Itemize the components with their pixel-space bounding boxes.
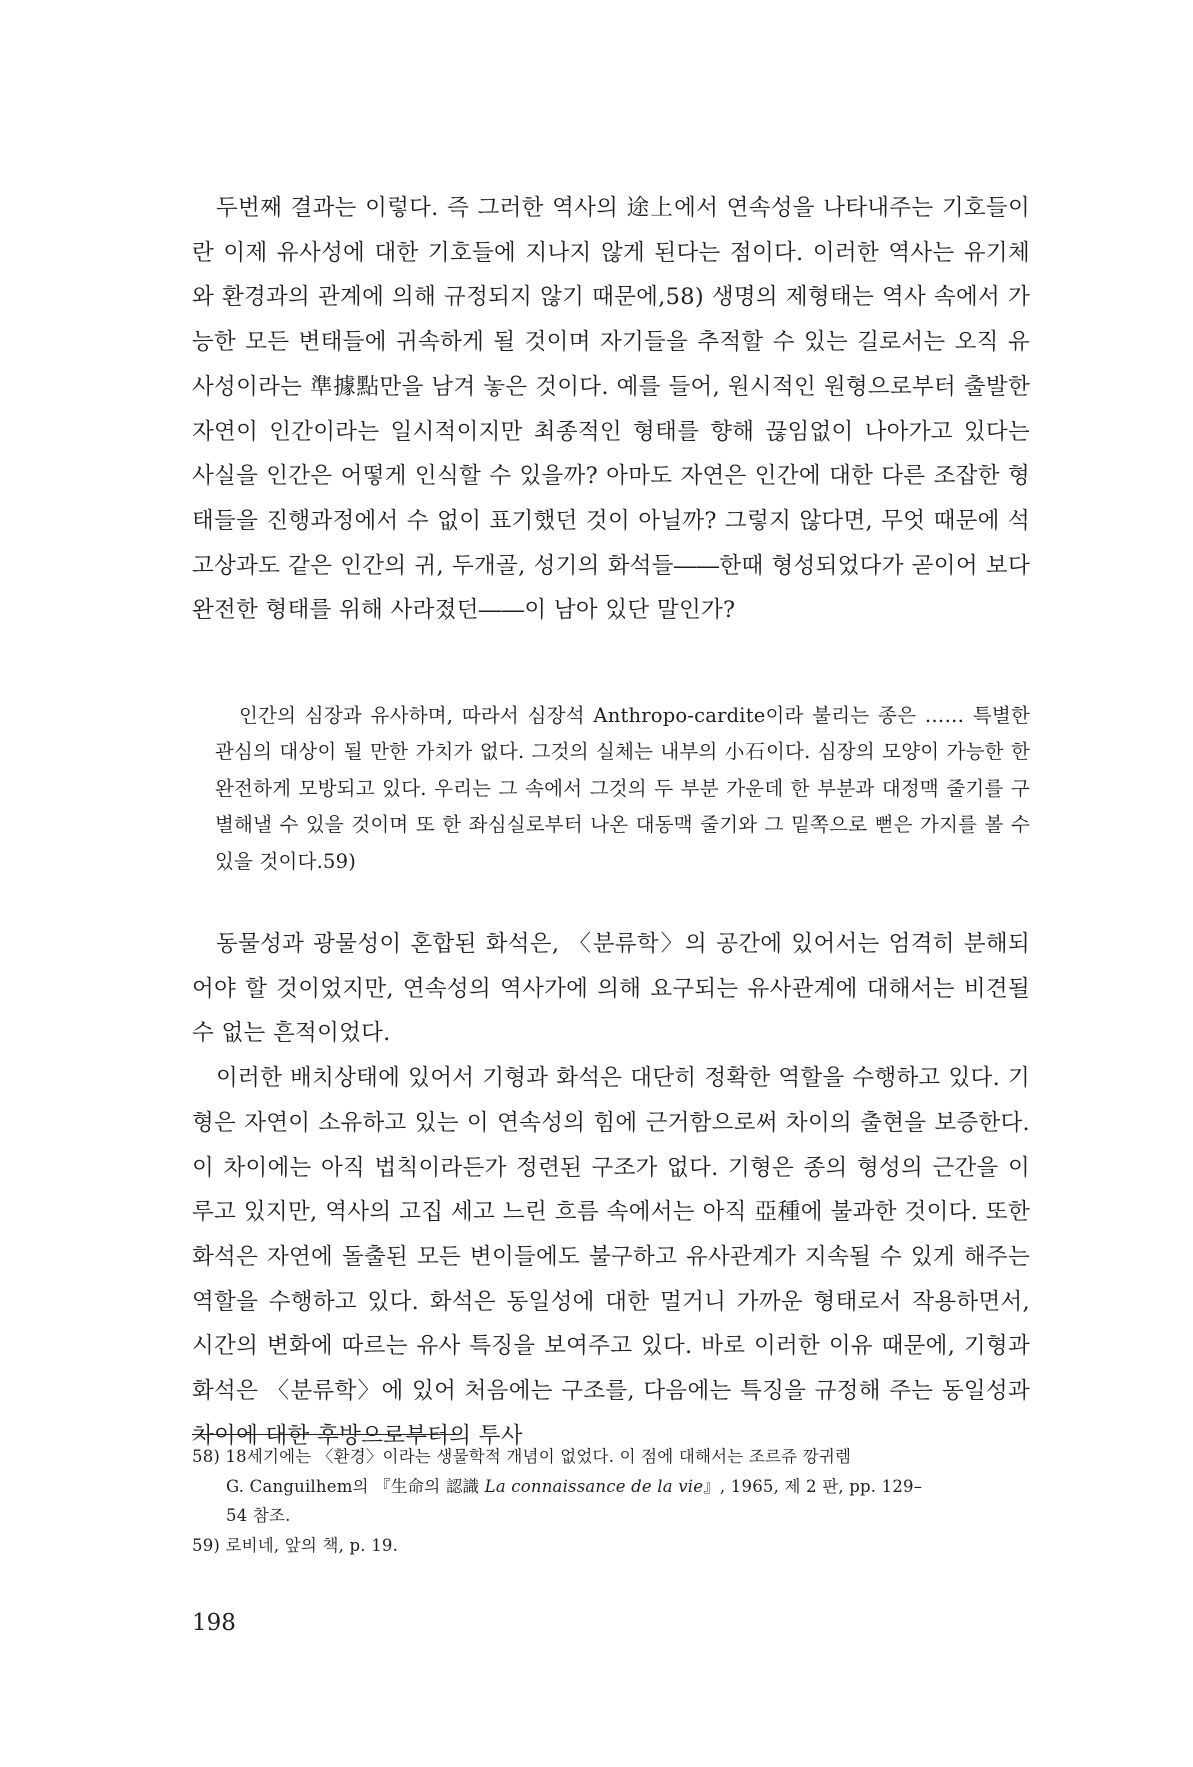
paragraph-2: 동물성과 광물성이 혼합된 화석은, 〈분류학〉의 공간에 있어서는 엄격히 분해되어야 할 것이었지만, 연속성의 역사가에 의해 요구되는 유사관계에 대해서는 비견될 수 없는 흔적이었다. (192, 931, 1030, 1047)
paragraph-1: 두번째 결과는 이렇다. 즉 그러한 역사의 途上에서 연속성을 나타내주는 기호들이란 이제 유사성에 대한 기호들에 지나지 않게 된다는 점이다. 이러한 역사는 유기체와 환경과의 관계에 의해 규정되지 않기 때문에,58) 생명의 제형태는 역사 속에서 가능한 모든 변태들에 귀속하게 될 것이며 자기들을 추적할 수 있는 길로서는 오직 유사성이라는 準據點만을 남겨 놓은 것이다. 예를 들어, 원시적인 원형으로부터 출발한 자연이 인간이라는 일시적이지만 최종적인 형태를 향해 끊임없이 나아가고 있다는 사실을 인간은 어떻게 인식할 수 있을까? 아마도 자연은 인간에 대한 다른 조잡한 형태들을 진행과정에서 수 없이 표기했던 것이 아닐까? 그렇지 않다면, 무엇 때문에 석고상과도 같은 인간의 귀, 두개골, 성기의 화석들――한때 형성되었다가 곧이어 보다 완전한 형태를 위해 사라졌던――이 남아 있단 말인가? (192, 195, 1030, 624)
footnote-59: 59) 로비네, 앞의 책, p. 19. (192, 1535, 399, 1555)
footnote-58-line-1: 58) 18세기에는 〈환경〉이라는 생물학적 개념이 없었다. 이 점에 대해서는 조르쥬 깡귀렘 (192, 1447, 852, 1466)
page-number: 198 (192, 1610, 236, 1636)
footnote-divider (192, 1434, 460, 1435)
paragraph-3: 이러한 배치상태에 있어서 기형과 화석은 대단히 정확한 역할을 수행하고 있다. 기형은 자연이 소유하고 있는 이 연속성의 힘에 근거함으로써 차이의 출현을 보증한다. 이 차이에는 아직 법칙이라든가 정련된 구조가 없다. 기형은 종의 형성의 근간을 이루고 있지만, 역사의 고집 세고 느린 흐름 속에서는 아직 亞種에 불과한 것이다. 또한 화석은 자연에 돌출된 모든 변이들에도 불구하고 유사관계가 지속될 수 있게 해주는 역할을 수행하고 있다. 화석은 동일성에 대한 멀거니 가까운 형태로서 작용하면서, 시간의 변화에 따르는 유사 특징을 보여주고 있다. 바로 이러한 이유 때문에, 기형과 화석은 〈분류학〉에 있어 처음에는 구조를, 다음에는 특징을 규정해 주는 동일성과 차이에 대한 후방으로부터의 투사 (192, 1065, 1030, 1449)
block-quote (215, 698, 1030, 880)
quote-text: 인간의 심장과 유사하며, 따라서 심장석 Anthropo-cardite이라 불리는 종은 …… 특별한 관심의 대상이 될 만한 가치가 없다. 그것의 실체는 내부의 小石이다. 심장의 모양이 가능한 한 완전하게 모방되고 있다. 우리는 그 속에서 그것의 두 부분 가운데 한 부분과 대정맥 줄기를 구별해낼 수 있을 것이며 또 한 좌심실로부터 나온 대동맥 줄기와 그 밑쪽으로 뻗은 가지를 볼 수 있을 것이다.59) (215, 704, 1030, 873)
footnote-58-line-2 (192, 1472, 1030, 1502)
main-text-block-2 (192, 922, 1030, 1458)
footnote-58-book-title: La connaissance de la vie (484, 1476, 704, 1496)
footnotes (192, 1442, 1030, 1560)
main-text-block-1 (192, 186, 1030, 633)
footnote-58-line-3: 54 참조. (226, 1506, 291, 1525)
footnote-58-text-b: 』, 1965, 제 2 판, pp. 129– (703, 1476, 923, 1496)
footnote-58-text-a: G. Canguilhem의 『生命의 認識 (226, 1476, 485, 1496)
